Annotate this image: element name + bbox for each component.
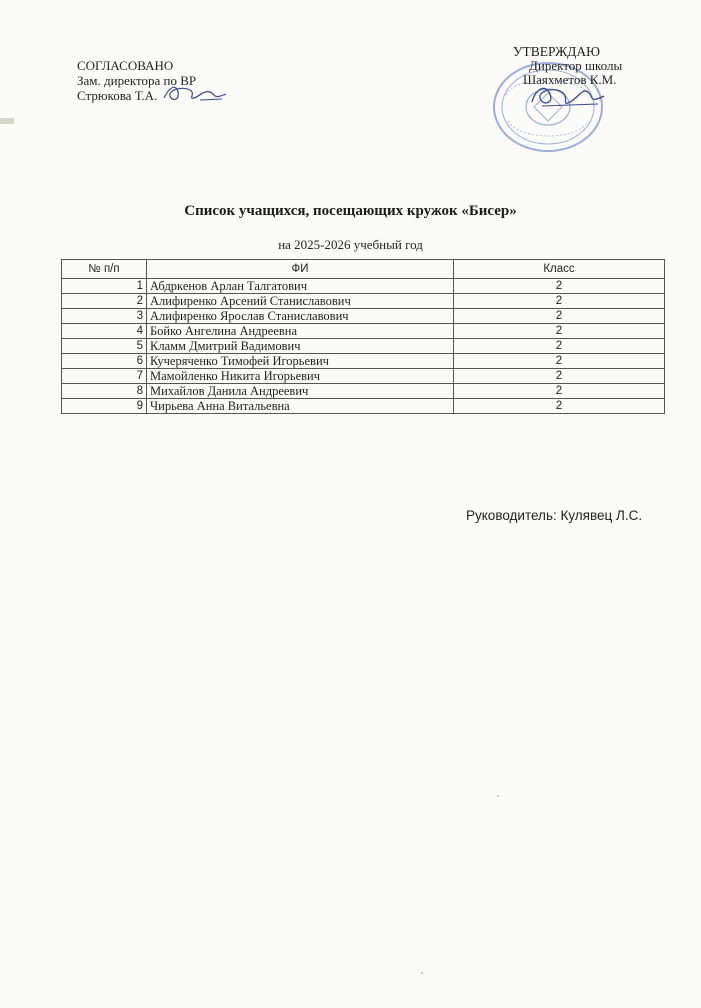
approval-right-name: Шаяхметов К.М. bbox=[523, 72, 617, 87]
row-number: 4 bbox=[62, 324, 147, 339]
table-row bbox=[62, 339, 665, 354]
row-name: Чирьева Анна Витальевна bbox=[147, 399, 454, 414]
table-row bbox=[62, 369, 665, 384]
table-row bbox=[62, 309, 665, 324]
table-header-row bbox=[62, 260, 665, 279]
approval-right-position: Директор школы bbox=[529, 58, 623, 73]
scan-speck bbox=[421, 972, 423, 974]
row-grade: 2 bbox=[454, 279, 665, 294]
approval-left-heading: СОГЛАСОВАНО bbox=[77, 58, 174, 73]
header-name: ФИ bbox=[147, 260, 454, 279]
approval-right-heading: УТВЕРЖДАЮ bbox=[513, 44, 601, 59]
document-title: Список учащихся, посещающих кружок «Бисер» bbox=[184, 203, 517, 219]
row-name: Алифиренко Ярослав Станиславович bbox=[147, 309, 454, 324]
row-number: 9 bbox=[62, 399, 147, 414]
row-grade: 2 bbox=[454, 369, 665, 384]
table-row bbox=[62, 384, 665, 399]
signature-left-icon bbox=[160, 80, 230, 106]
header-number: № п/п bbox=[62, 260, 147, 279]
row-grade: 2 bbox=[454, 339, 665, 354]
row-name: Абдркенов Арлан Талгатович bbox=[147, 279, 454, 294]
table-row bbox=[62, 279, 665, 294]
table-row bbox=[62, 324, 665, 339]
row-grade: 2 bbox=[454, 324, 665, 339]
row-name: Мамойленко Никита Игорьевич bbox=[147, 369, 454, 384]
table-row bbox=[62, 399, 665, 414]
row-number: 7 bbox=[62, 369, 147, 384]
row-grade: 2 bbox=[454, 294, 665, 309]
approval-left-position: Зам. директора по ВР bbox=[77, 73, 197, 88]
row-number: 5 bbox=[62, 339, 147, 354]
leader-signature-line: Руководитель: Кулявец Л.С. bbox=[466, 508, 643, 523]
row-grade: 2 bbox=[454, 384, 665, 399]
row-name: Бойко Ангелина Андреевна bbox=[147, 324, 454, 339]
approval-left-name: Стрюкова Т.А. bbox=[77, 88, 158, 103]
row-number: 6 bbox=[62, 354, 147, 369]
header-grade: Класс bbox=[454, 260, 665, 279]
row-name: Михайлов Данила Андреевич bbox=[147, 384, 454, 399]
scan-edge-mark bbox=[0, 118, 14, 124]
row-name: Алифиренко Арсений Станиславович bbox=[147, 294, 454, 309]
table-row bbox=[62, 354, 665, 369]
row-number: 3 bbox=[62, 309, 147, 324]
table-row bbox=[62, 294, 665, 309]
signature-right-icon bbox=[528, 80, 608, 112]
row-number: 1 bbox=[62, 279, 147, 294]
document-subtitle: на 2025-2026 учебный год bbox=[278, 237, 423, 252]
scan-speck bbox=[497, 795, 499, 797]
row-number: 2 bbox=[62, 294, 147, 309]
row-grade: 2 bbox=[454, 399, 665, 414]
row-name: Кучеряченко Тимофей Игорьевич bbox=[147, 354, 454, 369]
row-name: Кламм Дмитрий Вадимович bbox=[147, 339, 454, 354]
row-grade: 2 bbox=[454, 309, 665, 324]
row-number: 8 bbox=[62, 384, 147, 399]
students-table bbox=[61, 259, 665, 414]
row-grade: 2 bbox=[454, 354, 665, 369]
